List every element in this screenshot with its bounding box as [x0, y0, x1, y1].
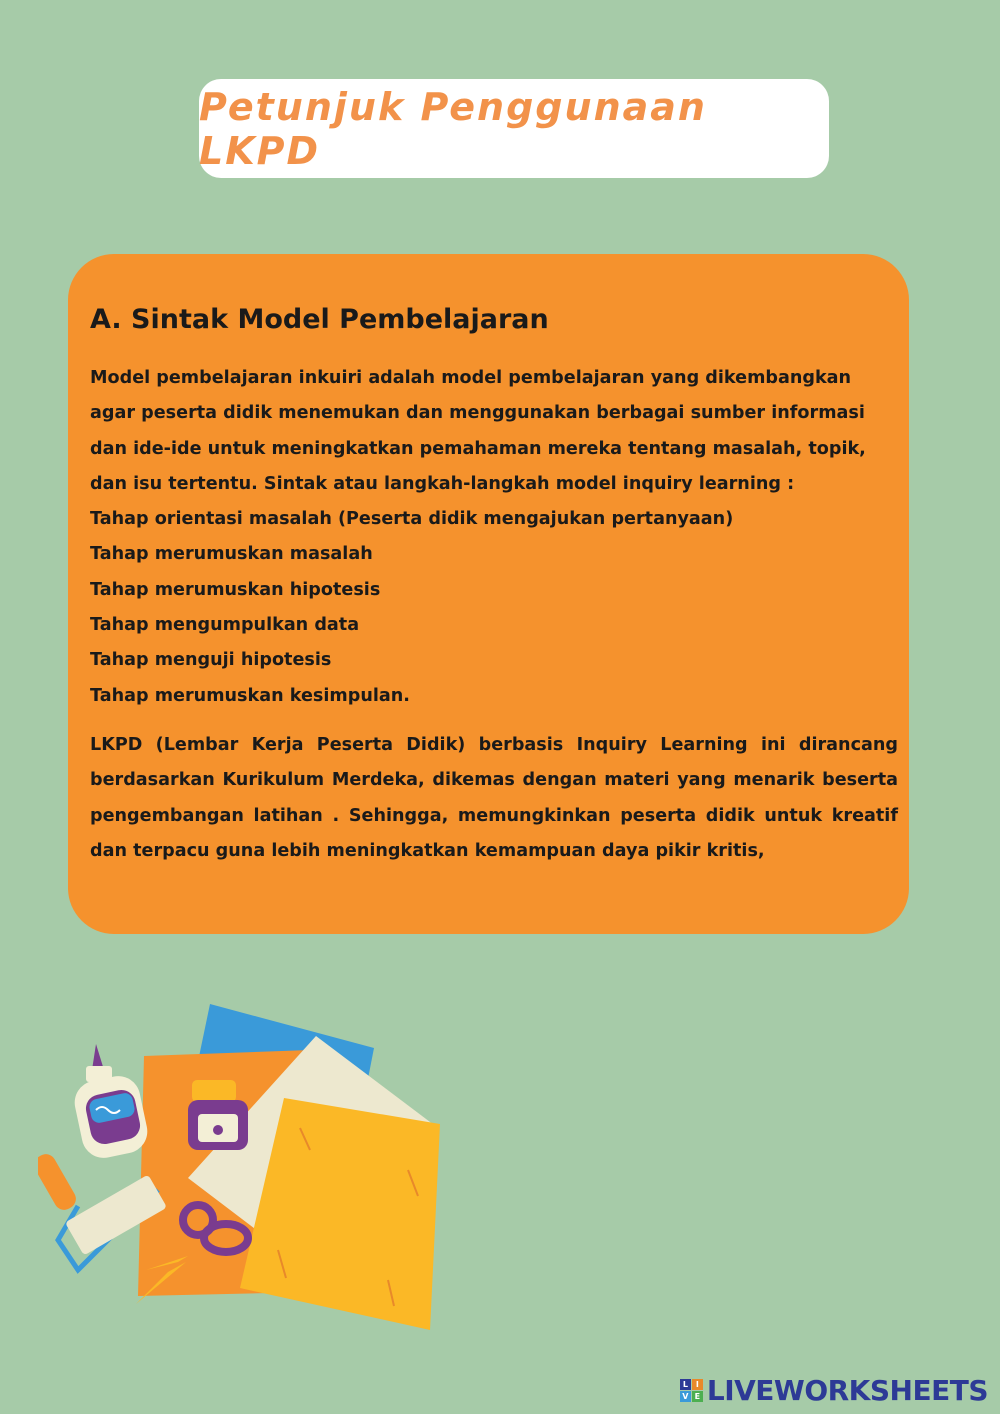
intro-line: dan isu tertentu. Sintak atau langkah-langkah model inquiry learning : [90, 473, 795, 494]
step-item: Tahap orientasi masalah (Peserta didik mengajukan pertanyaan) [90, 509, 734, 530]
intro-paragraph [90, 361, 898, 714]
logo-icon [680, 1379, 703, 1402]
section-heading: A. Sintak Model Pembelajaran [90, 304, 549, 335]
logo-letter: I [692, 1379, 703, 1390]
step-item: Tahap merumuskan masalah [90, 544, 373, 565]
content-card [68, 254, 909, 934]
title-box [199, 79, 829, 178]
logo-letter: E [692, 1391, 703, 1402]
page-title: Petunjuk Penggunaan LKPD [199, 84, 707, 173]
logo-letter: V [680, 1391, 691, 1402]
liveworksheets-logo [680, 1370, 988, 1410]
step-item: Tahap merumuskan hipotesis [90, 579, 381, 600]
step-item: Tahap mengumpulkan data [90, 615, 360, 636]
step-item: Tahap merumuskan kesimpulan. [90, 685, 410, 706]
brand-text: LIVEWORKSHEETS [706, 1373, 988, 1407]
intro-line: Model pembelajaran inkuiri adalah model pembelajaran yang dikembangkan [90, 368, 852, 388]
step-item: Tahap menguji hipotesis [90, 650, 332, 671]
intro-line: dan ide-ide untuk meningkatkan pemahaman mereka tentang masalah, topik, [90, 438, 866, 459]
lkpd-paragraph: LKPD (Lembar Kerja Peserta Didik) berbasis Inquiry Learning ini dirancang berdasarkan Kurikulum Merdeka, dikemas dengan materi yang menarik beserta pengembangan latihan . Sehingga, memungkinkan peserta didik untuk kreatif dan terpacu guna lebih meningkatkan kemampuan daya pikir kritis, [90, 735, 898, 861]
logo-letter: L [680, 1379, 691, 1390]
intro-line: agar peserta didik menemukan dan menggunakan berbagai sumber informasi [90, 403, 865, 424]
glue-bottle-icon [71, 1044, 152, 1162]
art-supplies-illustration [38, 1000, 448, 1330]
